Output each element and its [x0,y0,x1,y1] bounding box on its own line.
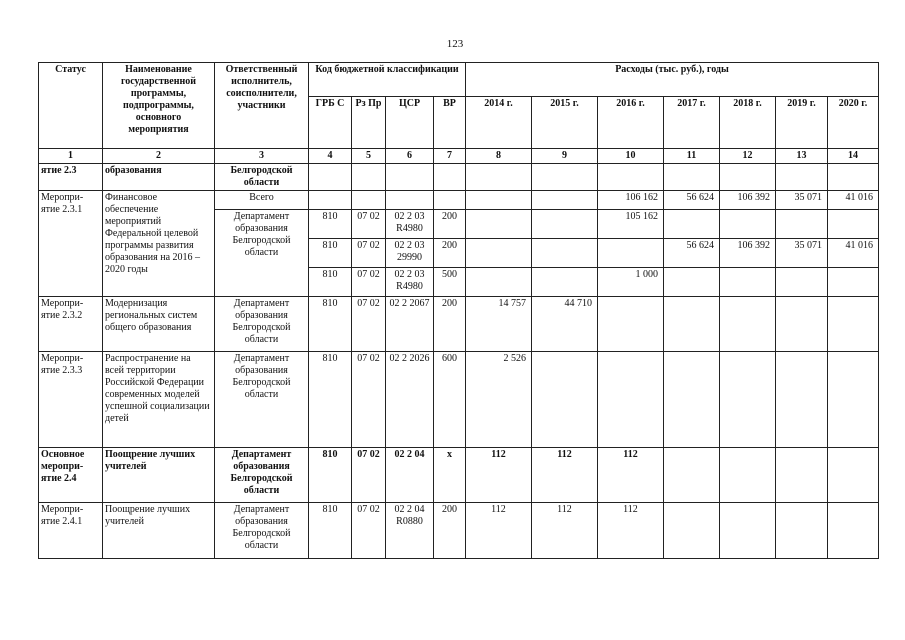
amount-cell: 2 526 [466,352,532,448]
table-row [39,352,879,448]
status-cell: Меропри-ятие 2.3.2 [39,297,103,352]
responsible-cell: Белгородской области [215,164,309,191]
header-csr: ЦСР [386,97,434,149]
responsible-cell: Департамент образования Белгородской области [215,297,309,352]
name-cell: Финансовое обеспечение мероприятий Федеральной целевой программы развития образования на 2016 – 2020 годы [103,191,215,297]
rzpr-cell: 07 02 [352,448,386,503]
name-cell: Распространение на всей территории Российской Федерации современных моделей успешной социализации детей [103,352,215,448]
rzpr-cell [352,191,386,210]
header-status: Статус [39,63,103,149]
vr-cell: х [434,448,466,503]
amount-cell [466,191,532,210]
column-number: 1 [39,149,103,164]
vr-cell: 200 [434,297,466,352]
column-number: 13 [776,149,828,164]
amount-cell [828,268,879,297]
amount-cell [776,210,828,239]
header-vr: ВР [434,97,466,149]
rzpr-cell: 07 02 [352,503,386,559]
grbs-cell: 810 [309,448,352,503]
amount-cell [466,239,532,268]
responsible-cell: Департамент образования Белгородской области [215,448,309,503]
header-rzpr: Рз Пр [352,97,386,149]
vr-cell: 200 [434,210,466,239]
amount-cell: 112 [466,448,532,503]
amount-cell [828,210,879,239]
grbs-cell: 810 [309,297,352,352]
column-number: 4 [309,149,352,164]
amount-cell [664,268,720,297]
vr-cell: 200 [434,503,466,559]
amount-cell: 112 [532,448,598,503]
vr-cell: 600 [434,352,466,448]
rzpr-cell: 07 02 [352,210,386,239]
rzpr-cell: 07 02 [352,268,386,297]
status-cell: Основное меропри-ятие 2.4 [39,448,103,503]
vr-cell [434,191,466,210]
header-year: 2019 г. [776,97,828,149]
amount-cell [776,268,828,297]
status-cell: Меропри-ятие 2.3.1 [39,191,103,297]
status-cell: ятие 2.3 [39,164,103,191]
header-budget-code: Код бюджетной классификации [309,63,466,97]
header-year: 2016 г. [598,97,664,149]
budget-table [38,62,879,559]
amount-cell [466,268,532,297]
table-row [39,191,879,210]
amount-cell: 112 [532,503,598,559]
amount-cell: 41 016 [828,239,879,268]
amount-cell [532,239,598,268]
csr-cell: 02 2 03 R4980 [386,268,434,297]
responsible-cell: Департамент образования Белгородской области [215,352,309,448]
vr-cell: 500 [434,268,466,297]
grbs-cell: 810 [309,503,352,559]
csr-cell: 02 2 03 R4980 [386,210,434,239]
amount-cell: 112 [598,448,664,503]
amount-cell: 35 071 [776,239,828,268]
header-expenses: Расходы (тыс. руб.), годы [466,63,879,97]
amount-cell: 1 000 [598,268,664,297]
column-number: 8 [466,149,532,164]
csr-cell: 02 2 04 R0880 [386,503,434,559]
amount-cell [532,268,598,297]
amount-cell [720,210,776,239]
amount-cell: 112 [598,503,664,559]
rzpr-cell: 07 02 [352,352,386,448]
amount-cell: 44 710 [532,297,598,352]
csr-cell: 02 2 03 29990 [386,239,434,268]
column-number: 12 [720,149,776,164]
header-year: 2017 г. [664,97,720,149]
amount-cell [664,210,720,239]
name-cell: Поощрение лучших учителей [103,503,215,559]
amount-cell [720,268,776,297]
amount-cell: 105 162 [598,210,664,239]
column-number: 3 [215,149,309,164]
column-number: 5 [352,149,386,164]
header-year: 2020 г. [828,97,879,149]
csr-cell: 02 2 2067 [386,297,434,352]
rzpr-cell: 07 02 [352,297,386,352]
column-number: 14 [828,149,879,164]
column-number: 11 [664,149,720,164]
header-responsible: Ответственный исполнитель, соисполнители, участники [215,63,309,149]
amount-cell: 106 162 [598,191,664,210]
rzpr-cell: 07 02 [352,239,386,268]
grbs-cell: 810 [309,352,352,448]
amount-cell: 56 624 [664,239,720,268]
amount-cell: 14 757 [466,297,532,352]
table-row [39,503,879,559]
column-number: 7 [434,149,466,164]
column-number: 6 [386,149,434,164]
header-year: 2018 г. [720,97,776,149]
amount-cell: 106 392 [720,239,776,268]
column-number: 2 [103,149,215,164]
amount-cell [532,191,598,210]
amount-cell [598,239,664,268]
status-cell: Меропри-ятие 2.4.1 [39,503,103,559]
header-grbs: ГРБ С [309,97,352,149]
amount-cell [532,210,598,239]
amount-cell: 41 016 [828,191,879,210]
header-year: 2015 г. [532,97,598,149]
responsible-cell: Всего [215,191,309,210]
grbs-cell: 810 [309,210,352,239]
csr-cell [386,191,434,210]
amount-cell: 35 071 [776,191,828,210]
header-name: Наименование государственной программы, подпрограммы, основного мероприятия [103,63,215,149]
status-cell: Меропри-ятие 2.3.3 [39,352,103,448]
amount-cell [466,210,532,239]
responsible-cell: Департамент образования Белгородской области [215,503,309,559]
name-cell: Модернизация региональных систем общего образования [103,297,215,352]
table-row [39,297,879,352]
responsible-cell: Департамент образования Белгородской области [215,210,309,297]
grbs-cell [309,191,352,210]
amount-cell: 112 [466,503,532,559]
amount-cell: 56 624 [664,191,720,210]
name-cell: образования [103,164,215,191]
csr-cell: 02 2 2026 [386,352,434,448]
column-number: 9 [532,149,598,164]
header-year: 2014 г. [466,97,532,149]
csr-cell: 02 2 04 [386,448,434,503]
page-number: 123 [446,38,464,50]
amount-cell: 106 392 [720,191,776,210]
vr-cell: 200 [434,239,466,268]
grbs-cell: 810 [309,268,352,297]
column-number: 10 [598,149,664,164]
grbs-cell: 810 [309,239,352,268]
table-row [39,164,879,191]
name-cell: Поощрение лучших учителей [103,448,215,503]
table-row [39,448,879,503]
